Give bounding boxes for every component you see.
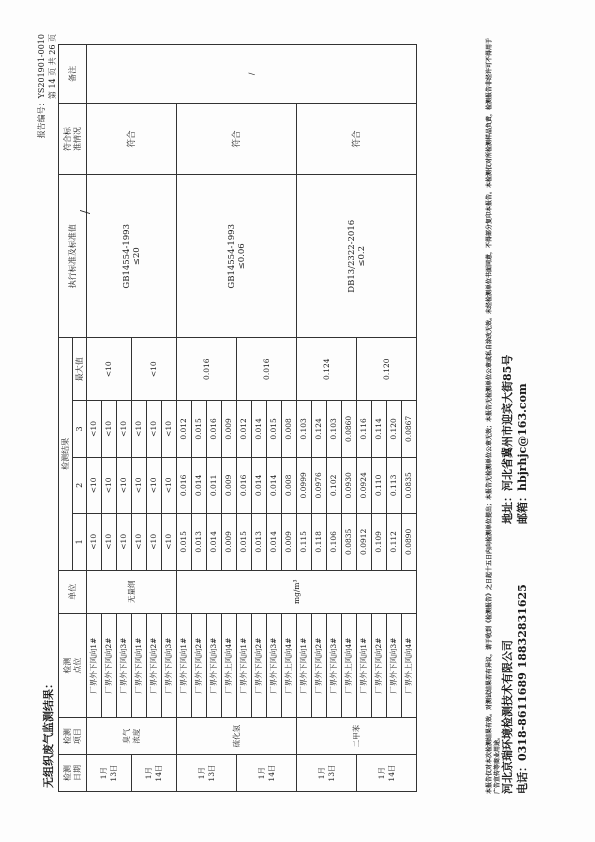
cell-value-text: 0.0999 (299, 472, 308, 499)
cell-value (372, 457, 387, 513)
cell-point-text: 厂界外下风向1# (299, 637, 308, 694)
cell-point-text: 厂界外上风向4# (404, 637, 413, 694)
cell-value (387, 401, 402, 457)
cell-value-text: <10 (104, 421, 113, 437)
cell-max-text: 0.016 (261, 358, 271, 380)
cell-value-text: 0.118 (314, 531, 323, 553)
cell-point-text: 厂界外下风向3# (164, 637, 173, 694)
remark-slash-mark: / (78, 209, 92, 214)
cell-point-text: 厂界外下风向2# (149, 637, 158, 694)
cell-point-text: 厂界外下风向3# (389, 637, 398, 694)
cell-value (102, 401, 117, 457)
cell-value-text: 0.015 (239, 531, 248, 553)
cell-value (327, 514, 342, 570)
cell-value-text: 0.115 (299, 531, 308, 553)
cell-max-text: 0.016 (201, 358, 211, 380)
cell-point-text: 厂界外下风向3# (209, 637, 218, 694)
cell-value (387, 457, 402, 513)
cell-point (342, 613, 357, 717)
cell-value (177, 514, 192, 570)
header-item-text: 检测 项目 (62, 728, 82, 745)
cell-date-text: 1月 14日 (376, 764, 396, 782)
cell-value (147, 401, 162, 457)
cell-value-text: <10 (149, 533, 158, 550)
cell-point (252, 613, 267, 717)
cell-value-text: 0.011 (209, 474, 218, 497)
cell-value-text: 0.0835 (404, 472, 413, 499)
cell-max-text: 0.120 (381, 358, 391, 380)
cell-value (327, 401, 342, 457)
cell-value (237, 514, 252, 570)
cell-value-text: 0.015 (269, 418, 278, 440)
cell-value (162, 401, 177, 457)
cell-value-text: 0.016 (209, 418, 218, 440)
cell-value (222, 514, 237, 570)
cell-value (192, 401, 207, 457)
cell-value-text: 0.110 (374, 474, 383, 497)
cell-point (132, 613, 147, 717)
cell-value (402, 457, 417, 513)
cell-point-text: 厂界外下风向3# (329, 637, 338, 694)
cell-value (237, 457, 252, 513)
cell-point (237, 613, 252, 717)
header-unit: 单位 (59, 570, 87, 613)
cell-value (312, 457, 327, 513)
header-point (59, 613, 87, 717)
company-address: 地址：河北省冀州市迎宾大街85号 (501, 354, 514, 524)
cell-value-text: 0.0930 (344, 472, 353, 499)
cell-value-text: <10 (119, 477, 128, 494)
cell-value (132, 514, 147, 570)
cell-value-text: 0.009 (224, 531, 233, 553)
cell-value (252, 514, 267, 570)
company-info (500, 34, 530, 794)
cell-date-text: 1月 13日 (196, 764, 216, 782)
cell-value (297, 457, 312, 513)
cell-compliance-text: 符合 (126, 130, 137, 148)
cell-date (357, 755, 417, 792)
cell-point (222, 613, 237, 717)
cell-standard (177, 175, 297, 338)
cell-value (267, 401, 282, 457)
page-number: 第 14 页 共 26 页 (48, 34, 57, 100)
cell-compliance-text: 符合 (351, 130, 362, 148)
cell-value-text: 0.014 (269, 531, 278, 553)
header-run-3: 3 (73, 401, 87, 457)
cell-value-text: 0.015 (179, 531, 188, 553)
cell-value-text: <10 (89, 421, 98, 437)
cell-value-text: <10 (149, 477, 158, 494)
cell-value-text: 0.0976 (314, 472, 323, 499)
cell-value (162, 457, 177, 513)
cell-point (402, 613, 417, 717)
cell-item-text: 硫化氢 (231, 724, 241, 748)
cell-point (87, 613, 102, 717)
cell-date-text: 1月 14日 (144, 764, 163, 782)
cell-standard (87, 175, 177, 338)
cell-unit (87, 570, 177, 613)
cell-value-text: 0.016 (239, 474, 248, 497)
cell-value (282, 457, 297, 513)
cell-value (177, 401, 192, 457)
cell-value-text: <10 (104, 533, 113, 550)
cell-max (297, 338, 357, 401)
cell-value-text: 0.014 (209, 531, 218, 553)
cell-value-text: <10 (104, 477, 113, 494)
cell-point-text: 厂界外下风向2# (374, 637, 383, 694)
cell-value-text: 0.0860 (344, 415, 353, 443)
cell-value-text: 0.014 (254, 474, 263, 497)
cell-value (372, 401, 387, 457)
cell-item-text: 二甲苯 (351, 724, 361, 748)
header-max: 最大值 (73, 338, 87, 401)
cell-point (372, 613, 387, 717)
cell-value (327, 457, 342, 513)
cell-value-text: 0.124 (314, 418, 323, 440)
cell-value (357, 514, 372, 570)
footer-disclaimer: 本报告仅对本次检测结果有效。对测试结果若有异议，请于收到《检测报告》之日起十五日内向检测单位提出；本报告无检测单位公章无效；本报告无检测单位公章或私自涂改无效。未经检测单位书面同意，不得部分复印本报告。本检测仅对所检测样品负责，检测报告非经许可不得用于广告宣传等商业用途。 (486, 37, 501, 794)
cell-date-text: 1月 14日 (256, 764, 276, 782)
cell-point (207, 613, 222, 717)
cell-value (342, 514, 357, 570)
cell-value-text: 0.114 (374, 418, 383, 440)
cell-value (177, 457, 192, 513)
cell-value-text: 0.013 (194, 531, 203, 553)
header-item (59, 718, 87, 755)
cell-max (237, 338, 297, 401)
cell-value-text: <10 (149, 421, 158, 437)
cell-value (162, 514, 177, 570)
header-standard: 执行标准及标准值 (59, 175, 87, 338)
cell-max-text: <10 (104, 361, 113, 378)
cell-value-text: 0.103 (299, 418, 308, 440)
cell-value-text: 0.016 (179, 474, 188, 497)
header-compliance (59, 103, 87, 175)
cell-value-text: <10 (134, 477, 143, 494)
cell-value (117, 401, 132, 457)
cell-item-text: 臭气 浓度 (121, 728, 141, 744)
cell-compliance (297, 103, 417, 175)
cell-value (207, 514, 222, 570)
cell-value-text: <10 (134, 421, 143, 437)
cell-value-text: 0.102 (329, 474, 338, 497)
cell-value (207, 401, 222, 457)
cell-value-text: 0.0924 (359, 472, 368, 499)
cell-remark-text: / (246, 72, 256, 76)
cell-point-text: 厂界外下风向2# (104, 637, 113, 694)
cell-point (297, 613, 312, 717)
header-run-1: 1 (73, 514, 87, 570)
cell-compliance (177, 103, 297, 175)
cell-value-text: 0.008 (284, 418, 293, 440)
cell-point-text: 厂界外下风向1# (239, 637, 248, 694)
cell-value-text: 0.009 (224, 418, 233, 440)
section-title: 无组织废气监测结果： (42, 678, 55, 788)
cell-value (102, 514, 117, 570)
rotated-report-sheet (34, 30, 554, 810)
cell-point-text: 厂界外下风向2# (314, 637, 323, 694)
cell-max-text: 0.124 (321, 358, 331, 380)
cell-date (132, 755, 177, 792)
cell-value (252, 457, 267, 513)
cell-point-text: 厂界外下风向1# (89, 637, 98, 694)
cell-value (117, 514, 132, 570)
cell-value (312, 514, 327, 570)
header-date-text: 检测 日期 (62, 765, 82, 782)
cell-unit-text: mg/m³ (291, 579, 301, 605)
cell-value-text: 0.0835 (344, 528, 353, 555)
cell-value (147, 514, 162, 570)
cell-date (297, 755, 357, 792)
cell-value (297, 514, 312, 570)
cell-value (402, 401, 417, 457)
cell-point-text: 厂界外上风向4# (284, 637, 293, 694)
cell-unit-text: 无量纲 (126, 580, 136, 604)
cell-value-text: <10 (89, 477, 98, 494)
cell-value (342, 401, 357, 457)
cell-value-text: 0.0867 (404, 415, 413, 443)
cell-point (162, 613, 177, 717)
cell-value-text: <10 (89, 533, 98, 550)
cell-point-text: 厂界外下风向1# (179, 637, 188, 694)
cell-point (117, 613, 132, 717)
cell-value (192, 514, 207, 570)
cell-value (267, 514, 282, 570)
cell-point (312, 613, 327, 717)
cell-point (327, 613, 342, 717)
cell-value (87, 514, 102, 570)
cell-value-text: 0.009 (224, 474, 233, 497)
cell-value-text: <10 (164, 533, 173, 550)
cell-value-text: <10 (119, 421, 128, 437)
header-results: 检测结果 (59, 338, 73, 570)
table-row (297, 45, 312, 792)
header-remark: 备注 (59, 45, 87, 104)
cell-value (252, 401, 267, 457)
cell-value (147, 457, 162, 513)
table-body (87, 45, 417, 792)
cell-value (282, 401, 297, 457)
cell-value-text: 0.014 (194, 474, 203, 497)
cell-value (402, 514, 417, 570)
cell-value (282, 514, 297, 570)
cell-point (387, 613, 402, 717)
cell-value-text: 0.109 (374, 531, 383, 553)
cell-value (117, 457, 132, 513)
cell-value-text: 0.009 (284, 531, 293, 553)
header-run-2: 2 (73, 457, 87, 513)
cell-date (237, 755, 297, 792)
cell-value-text: <10 (164, 421, 173, 437)
cell-point-text: 厂界外下风向3# (119, 637, 128, 694)
cell-date (87, 755, 132, 792)
cell-compliance (87, 103, 177, 175)
cell-value (87, 401, 102, 457)
cell-value-text: 0.015 (194, 418, 203, 440)
cell-standard (297, 175, 417, 338)
cell-unit (177, 570, 417, 613)
cell-value-text: 0.008 (284, 474, 293, 497)
cell-value-text: 0.120 (389, 418, 398, 440)
cell-point-text: 厂界外下风向3# (269, 637, 278, 694)
cell-value (312, 401, 327, 457)
cell-value (267, 457, 282, 513)
cell-value (387, 514, 402, 570)
cell-value (102, 457, 117, 513)
cell-value-text: <10 (164, 477, 173, 494)
cell-standard-text: DB13/2322-2016 ≤0.2 (346, 219, 367, 293)
cell-point-text: 厂界外下风向2# (194, 637, 203, 694)
cell-point (177, 613, 192, 717)
cell-value-text: 0.014 (269, 474, 278, 497)
cell-value-text: 0.012 (239, 418, 248, 440)
cell-item (87, 718, 177, 755)
company-phone: 电话：0318-8611689 18832831625 (516, 584, 529, 794)
cell-point (267, 613, 282, 717)
company-email: 邮箱：hbjrhjc@163.com (516, 383, 529, 524)
cell-value (222, 457, 237, 513)
cell-value-text: 0.012 (179, 418, 188, 440)
cell-date-text: 1月 13日 (99, 764, 118, 782)
cell-max (177, 338, 237, 401)
cell-value (222, 401, 237, 457)
cell-point-text: 厂界外上风向4# (344, 637, 353, 694)
report-header (36, 34, 58, 138)
cell-value-text: <10 (134, 533, 143, 550)
cell-value (297, 401, 312, 457)
cell-value (357, 401, 372, 457)
cell-point-text: 厂界外上风向4# (224, 637, 233, 694)
cell-point (282, 613, 297, 717)
header-point-text: 检测 点位 (62, 657, 82, 674)
header-date (59, 755, 87, 792)
cell-value (207, 457, 222, 513)
cell-value (87, 457, 102, 513)
cell-value-text: 0.014 (254, 418, 263, 440)
cell-point (192, 613, 207, 717)
cell-max-text: <10 (149, 361, 158, 378)
cell-value-text: 0.113 (389, 474, 398, 497)
cell-value-text: 0.0890 (404, 528, 413, 555)
company-name: 河北京瑞环境检测技术有限公司 (501, 640, 514, 794)
cell-value (357, 457, 372, 513)
cell-value-text: 0.106 (329, 531, 338, 553)
cell-date-text: 1月 13日 (316, 764, 336, 782)
cell-value (237, 401, 252, 457)
table-row (177, 45, 192, 792)
emission-results-table (58, 44, 417, 792)
cell-value (132, 401, 147, 457)
cell-value-text: 0.116 (359, 418, 368, 440)
cell-value (342, 457, 357, 513)
cell-date (177, 755, 237, 792)
cell-standard-text: GB14554-1993 ≤20 (121, 224, 142, 289)
cell-value (372, 514, 387, 570)
cell-value (192, 457, 207, 513)
cell-point (357, 613, 372, 717)
cell-point-text: 厂界外下风向1# (134, 637, 143, 694)
cell-max (87, 338, 132, 401)
cell-max (132, 338, 177, 401)
cell-remark (87, 45, 417, 104)
cell-value-text: 0.0912 (359, 528, 368, 555)
cell-compliance-text: 符合 (231, 130, 242, 148)
cell-standard-text: GB14554-1993 ≤0.06 (226, 224, 247, 289)
cell-point (147, 613, 162, 717)
cell-point (102, 613, 117, 717)
cell-point-text: 厂界外下风向2# (254, 637, 263, 694)
cell-value-text: <10 (119, 533, 128, 550)
cell-value-text: 0.103 (329, 418, 338, 440)
cell-value (132, 457, 147, 513)
header-compliance-text: 符合标 准情况 (62, 127, 82, 152)
report-number: 报告编号：YS201901-0010 (37, 34, 46, 139)
cell-max (357, 338, 417, 401)
cell-item (177, 718, 297, 755)
cell-value-text: 0.112 (389, 531, 398, 553)
cell-value-text: 0.013 (254, 531, 263, 553)
cell-point-text: 厂界外下风向1# (359, 637, 368, 694)
table-row (87, 45, 102, 792)
cell-item (297, 718, 417, 755)
